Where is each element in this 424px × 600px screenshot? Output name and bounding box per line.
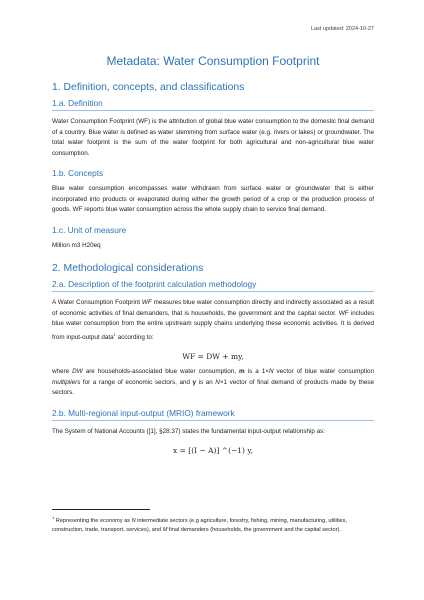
text-run: final demanders (households, the government and the capital sector).	[167, 527, 341, 534]
definition-text: Water Consumption Footprint (WF) is the attribution of global blue water consumption to the domestic final demand of a country. Blue water is defined as water stemming from surface water (e.g. rivers or lakes) or groundwater. The total water footprint is the sum of the water footprint for both agricultural and non-agricultural blue water consumption.	[52, 118, 374, 157]
methodology-heading: 2.a. Description of the footprint calculation methodology	[52, 279, 374, 292]
text-run-y: y	[192, 378, 197, 386]
text-run: A Water Consumption Footprint	[52, 299, 142, 306]
last-updated-label: Last updated: 2024-10-27	[311, 26, 374, 32]
io-formula: x = [(I − A)] ^(−1) y,	[172, 446, 253, 456]
text-run-n: N	[268, 368, 274, 376]
text-run: ×1 vector of final demand of products made by these sectors.	[52, 378, 374, 397]
formula-explanation	[52, 367, 374, 399]
text-run-m: m	[239, 368, 245, 376]
unit-heading: 1.c. Unit of measure	[52, 224, 127, 235]
text-run-m: M	[162, 527, 168, 534]
mrio-heading: 2.b. Multi-regional input-output (MRIO) framework	[52, 408, 374, 421]
concepts-text: Blue water consumption encompasses water withdrawn from surface water or groundwater that is either incorporated into products or evaporated during either the growth period of a crop or the production process of goods. WF reports blue water consumption across the whole supply chain to service final demand.	[52, 185, 374, 213]
mrio-text: The System of National Accounts ([1], §28.37) states the fundamental input-output relationship as:	[52, 427, 326, 435]
text-run: where	[52, 368, 73, 376]
text-run: vector of blue water consumption	[273, 368, 374, 376]
footnote-divider	[52, 509, 150, 510]
section-2-heading: 2. Methodological considerations	[52, 263, 204, 274]
unit-text: Million m3 H20eq	[52, 241, 101, 249]
text-run-multipliers: multipliers	[52, 378, 81, 386]
footnote	[52, 513, 374, 536]
text-run-n: N	[131, 517, 136, 524]
text-run-dw: DW	[72, 368, 83, 376]
text-run: according to:	[115, 333, 154, 341]
wf-formula: WF = DW + my,	[182, 352, 244, 362]
page-title: Metadata: Water Consumption Footprint	[106, 54, 320, 68]
text-run: intermediate sectors (e.g agriculture, forestry, fishing, mining, manufacturing, utilities, construction, trade, transport, services), and	[52, 517, 348, 534]
text-run-wf: WF	[141, 299, 152, 306]
footnote-marker: 1	[52, 515, 55, 520]
text-run-n: N	[215, 378, 220, 386]
definition-heading: 1.a. Definition	[52, 98, 374, 111]
footnote-ref[interactable]: 1	[113, 331, 116, 337]
text-run: is an	[196, 378, 216, 386]
text-run: are households-associated blue water consumption,	[82, 368, 240, 376]
concepts-heading: 1.b. Concepts	[52, 168, 104, 178]
text-run: measures blue water consumption directly and indirectly associated as a result of economic activities of final demanders, that is households, the government and the capital sector. WF includes blue water consumption from the entire upstream supply chains underlying these economic activities. It is derived from input-output data	[52, 299, 374, 341]
text-run: Representing the economy as	[54, 517, 132, 524]
text-run: for a range of economic sectors, and	[80, 378, 193, 386]
text-run: is a 1×	[244, 368, 269, 376]
methodology-paragraph	[52, 298, 374, 343]
section-1-heading: 1. Definition, concepts, and classifications	[52, 82, 245, 93]
